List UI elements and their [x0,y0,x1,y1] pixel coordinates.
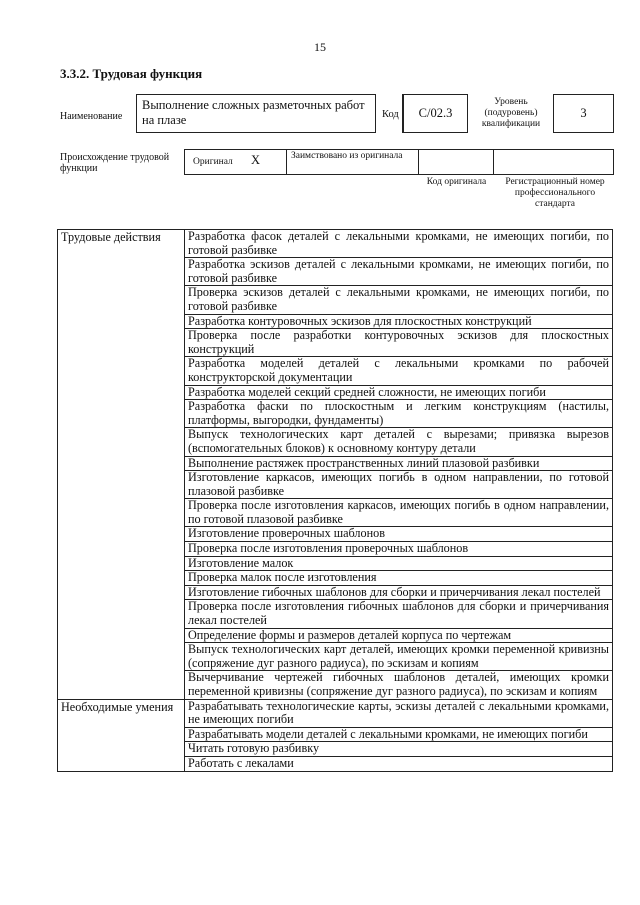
origin-label: Происхождение трудовой функции [60,152,170,174]
borrowed-label: Заимствовано из оригинала [291,151,403,161]
table-cell: Проверка после изготовления гибочных шаблонов для сборки и причерчивания лекал постелей [185,600,613,628]
name-label: Наименование [60,111,123,122]
section-label: Необходимые умения [58,699,185,771]
table-cell: Проверка после разработки контуровочных эскизов для плоскостных конструкций [185,329,613,357]
table-row [58,230,613,258]
section-label: Трудовые действия [58,230,185,700]
table-cell: Разрабатывать модели деталей с лекальными кромками, не имеющих погиби [185,727,613,742]
table-cell: Выпуск технологических карт деталей с вырезами; привязка вырезов (вспомогательных блоков) к основному контуру детали [185,428,613,456]
section-heading: 3.3.2. Трудовая функция [60,66,203,81]
table-cell: Проверка после изготовления проверочных шаблонов [185,542,613,557]
reg-number-caption: Регистрационный номер профессионального стандарта [505,177,605,209]
table-cell: Изготовление гибочных шаблонов для сборки и причерчивания лекал постелей [185,585,613,600]
table-cell: Выпуск технологических карт деталей, имеющих кромки переменной кривизны (сопряжение дуг разного радиуса), по эскизам и копиям [185,643,613,671]
name-value: Выполнение сложных разметочных работ на плазе [142,98,365,127]
table-cell: Выполнение растяжек пространственных линий плазовой разбивки [185,456,613,471]
name-value-cell [136,94,376,133]
table-cell: Изготовление малок [185,556,613,571]
original-label: Оригинал [193,157,233,167]
page-number: 15 [314,40,326,54]
table-cell: Разработка контуровочных эскизов для плоскостных конструкций [185,314,613,329]
level-label: Уровень (подуровень) квалификации [481,97,541,129]
table-row [58,699,613,727]
code-original-cell [419,149,494,175]
table-cell: Разработка эскизов деталей с лекальными кромками, не имеющих погиби, по готовой разбивке [185,258,613,286]
table-cell: Проверка после изготовления каркасов, имеющих погибь в одном направлении, по готовой плазовой разбивке [185,499,613,527]
table-cell: Разработка моделей деталей с лекальными кромками по рабочей конструкторской документации [185,357,613,385]
table-cell: Вычерчивание чертежей гибочных шаблонов деталей, имеющих кромки переменной кривизны (сопряжение дуг разного радиуса), по эскизам и копиям [185,671,613,699]
level-value: 3 [580,106,587,120]
functions-table [57,229,613,772]
table-cell: Разработка фаски по плоскостным и легким конструкциям (настилы, платформы, выгородки, фундаменты) [185,400,613,428]
table-cell: Разрабатывать технологические карты, эскизы деталей с лекальными кромками, не имеющих погиби [185,699,613,727]
original-mark: X [251,153,261,167]
table-cell: Разработка моделей секций средней сложности, не имеющих погиби [185,385,613,400]
level-value-cell [553,94,614,133]
table-cell: Изготовление каркасов, имеющих погибь в одном направлении, по готовой плазовой разбивке [185,471,613,499]
table-cell: Читать готовую разбивку [185,742,613,757]
table-cell: Проверка малок после изготовления [185,571,613,586]
table-cell: Работать с лекалами [185,756,613,771]
table-cell: Разработка фасок деталей с лекальными кромками, не имеющих погиби, по готовой разбивке [185,230,613,258]
table-cell: Определение формы и размеров деталей корпуса по чертежам [185,628,613,643]
code-value: С/02.3 [418,106,453,120]
table-cell: Проверка эскизов деталей с лекальными кромками, не имеющих погиби, по готовой разбивке [185,286,613,314]
code-value-cell [403,94,468,133]
code-label: Код [382,109,399,120]
code-original-caption: Код оригинала [426,177,487,187]
table-cell: Изготовление проверочных шаблонов [185,527,613,542]
